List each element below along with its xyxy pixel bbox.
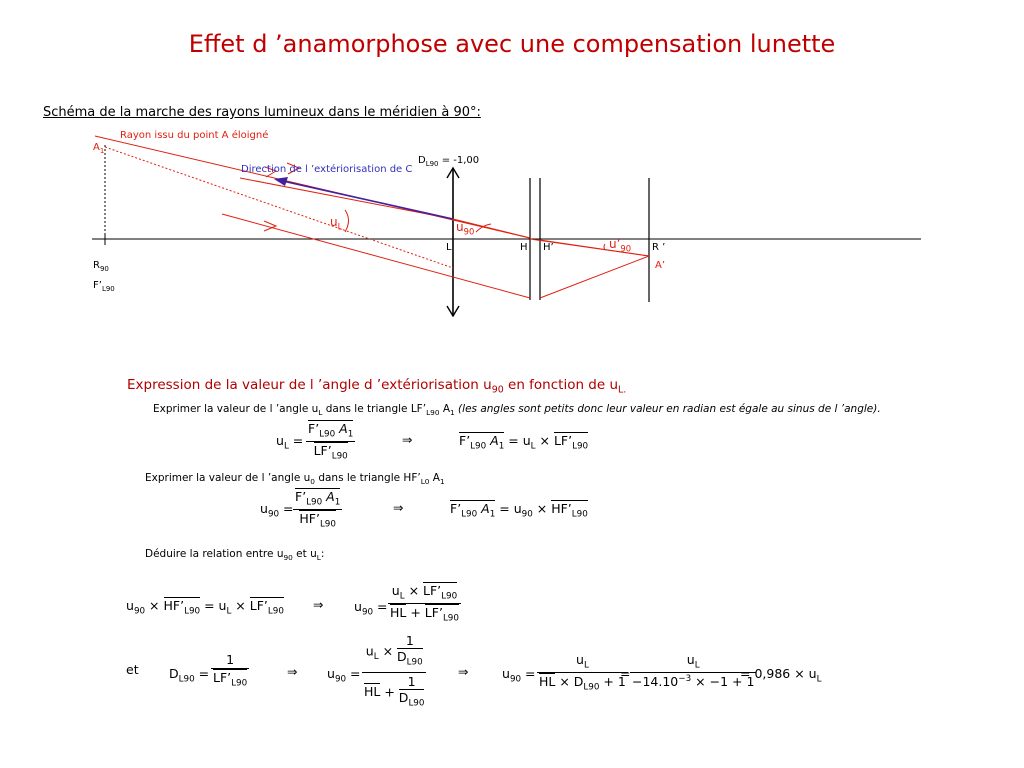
eq4-et: et bbox=[126, 662, 139, 677]
eq1-fraction: $F’_{L90}$ $A_1$ $LF’_{L90}$ bbox=[308, 421, 354, 461]
angle-u90b-arc bbox=[604, 244, 605, 250]
eq4-implies-2: ⇒ bbox=[458, 664, 469, 679]
eq1-lhs: $u_L$ = bbox=[276, 433, 304, 452]
eq2-rhs: $F’_{L90}$ $A_1 = u_{90}$ × $HF’_{L90}$ bbox=[450, 501, 588, 520]
label-uL: $u_L$ bbox=[330, 215, 343, 232]
eq4-u90-2: $u_{90}$ = bbox=[502, 666, 536, 685]
instruction-3: Déduire la relation entre $u_{90}$ et $u_L$: bbox=[145, 548, 325, 563]
label-u90: $u_{90}$ bbox=[456, 220, 475, 237]
ray-eye-2 bbox=[540, 256, 649, 298]
eq4-fraction-numeric: $u_L$ $-14.10^{-3} \times -1 + 1$ bbox=[632, 652, 755, 689]
label-direction: Direction de l ’extériorisation de C bbox=[241, 164, 413, 175]
label-dl90: $D_{L90} = -1,00$ bbox=[418, 155, 480, 168]
eq1-rhs: $F’_{L90}$ $A_1 = u_L$ × $LF’_{L90}$ bbox=[459, 433, 589, 452]
eq4-implies-1: ⇒ bbox=[287, 664, 298, 679]
eq4-equals: = bbox=[620, 666, 631, 681]
eq2-lhs: $u_{90}$ = bbox=[260, 501, 294, 520]
label-fl90: $F’_{L90}$ bbox=[93, 280, 115, 293]
diagram-subtitle: Schéma de la marche des rayons lumineux dans le méridien à 90°: bbox=[43, 105, 481, 120]
eq4-fraction-dl90: 1 $LF’_{L90}$ bbox=[213, 652, 248, 689]
eq2-implies: ⇒ bbox=[393, 500, 404, 515]
eq1-implies: ⇒ bbox=[402, 432, 413, 447]
label-r-prime: R ’ bbox=[652, 242, 666, 253]
section-heading: Expression de la valeur de l ’angle d ’extériorisation $u_{90}$ en fonction de $u_{L.}$ bbox=[127, 377, 627, 396]
label-u90-prime: $u’_{90}$ bbox=[609, 237, 632, 254]
exteriorisation-ray bbox=[278, 180, 453, 219]
eq3-u90: $u_{90}$ = bbox=[354, 599, 388, 618]
page-title: Effet d ’anamorphose avec une compensation lunette bbox=[188, 30, 836, 58]
label-h-prime: H’ bbox=[543, 242, 554, 253]
instruction-2: Exprimer la valeur de l ’angle $u_0$ dans le triangle $HF’_{L0}$ $A_1$ bbox=[145, 472, 445, 487]
eq4-dl90: $D_{L90}$ = bbox=[169, 666, 210, 685]
eq3-fraction: $u_L$ × $LF’_{L90}$ HL + $LF’_{L90}$ bbox=[390, 583, 459, 623]
eq4-result: = $0,986 \times u_L$ bbox=[740, 666, 822, 685]
eq4-fraction-hl: $u_L$ HL × $D_{L90} + 1$ bbox=[539, 652, 626, 692]
label-a-prime: A’ bbox=[655, 260, 666, 271]
eq3-lhs: $u_{90}$ × $HF’_{L90} = u_L$ × $LF’_{L90}$ bbox=[126, 598, 284, 617]
label-l: L bbox=[446, 242, 452, 253]
eq2-fraction: $F’_{L90}$ $A_1$ $HF’_{L90}$ bbox=[295, 489, 341, 529]
label-h: H bbox=[520, 242, 528, 253]
eq4-fraction-u90: $u_L$ × $\frac{1}{D_{L90}}$ HL + $\frac{1}{D_{L90}}$ bbox=[362, 633, 426, 711]
label-r90: $R_{90}$ bbox=[93, 260, 109, 273]
label-a1: $A_1$ bbox=[93, 142, 105, 155]
angle-uL-arc bbox=[345, 210, 349, 232]
eq4-u90: $u_{90}$ = bbox=[327, 666, 361, 685]
ray-label: Rayon issu du point A éloigné bbox=[120, 130, 269, 141]
eq3-implies: ⇒ bbox=[313, 597, 324, 612]
instruction-1: Exprimer la valeur de l ’angle $u_L$ dans le triangle $LF’_{L90}$ $A_1$ (les angles sont petits donc leur valeur en radian est égale au sinus de l ’angle). bbox=[153, 403, 881, 418]
